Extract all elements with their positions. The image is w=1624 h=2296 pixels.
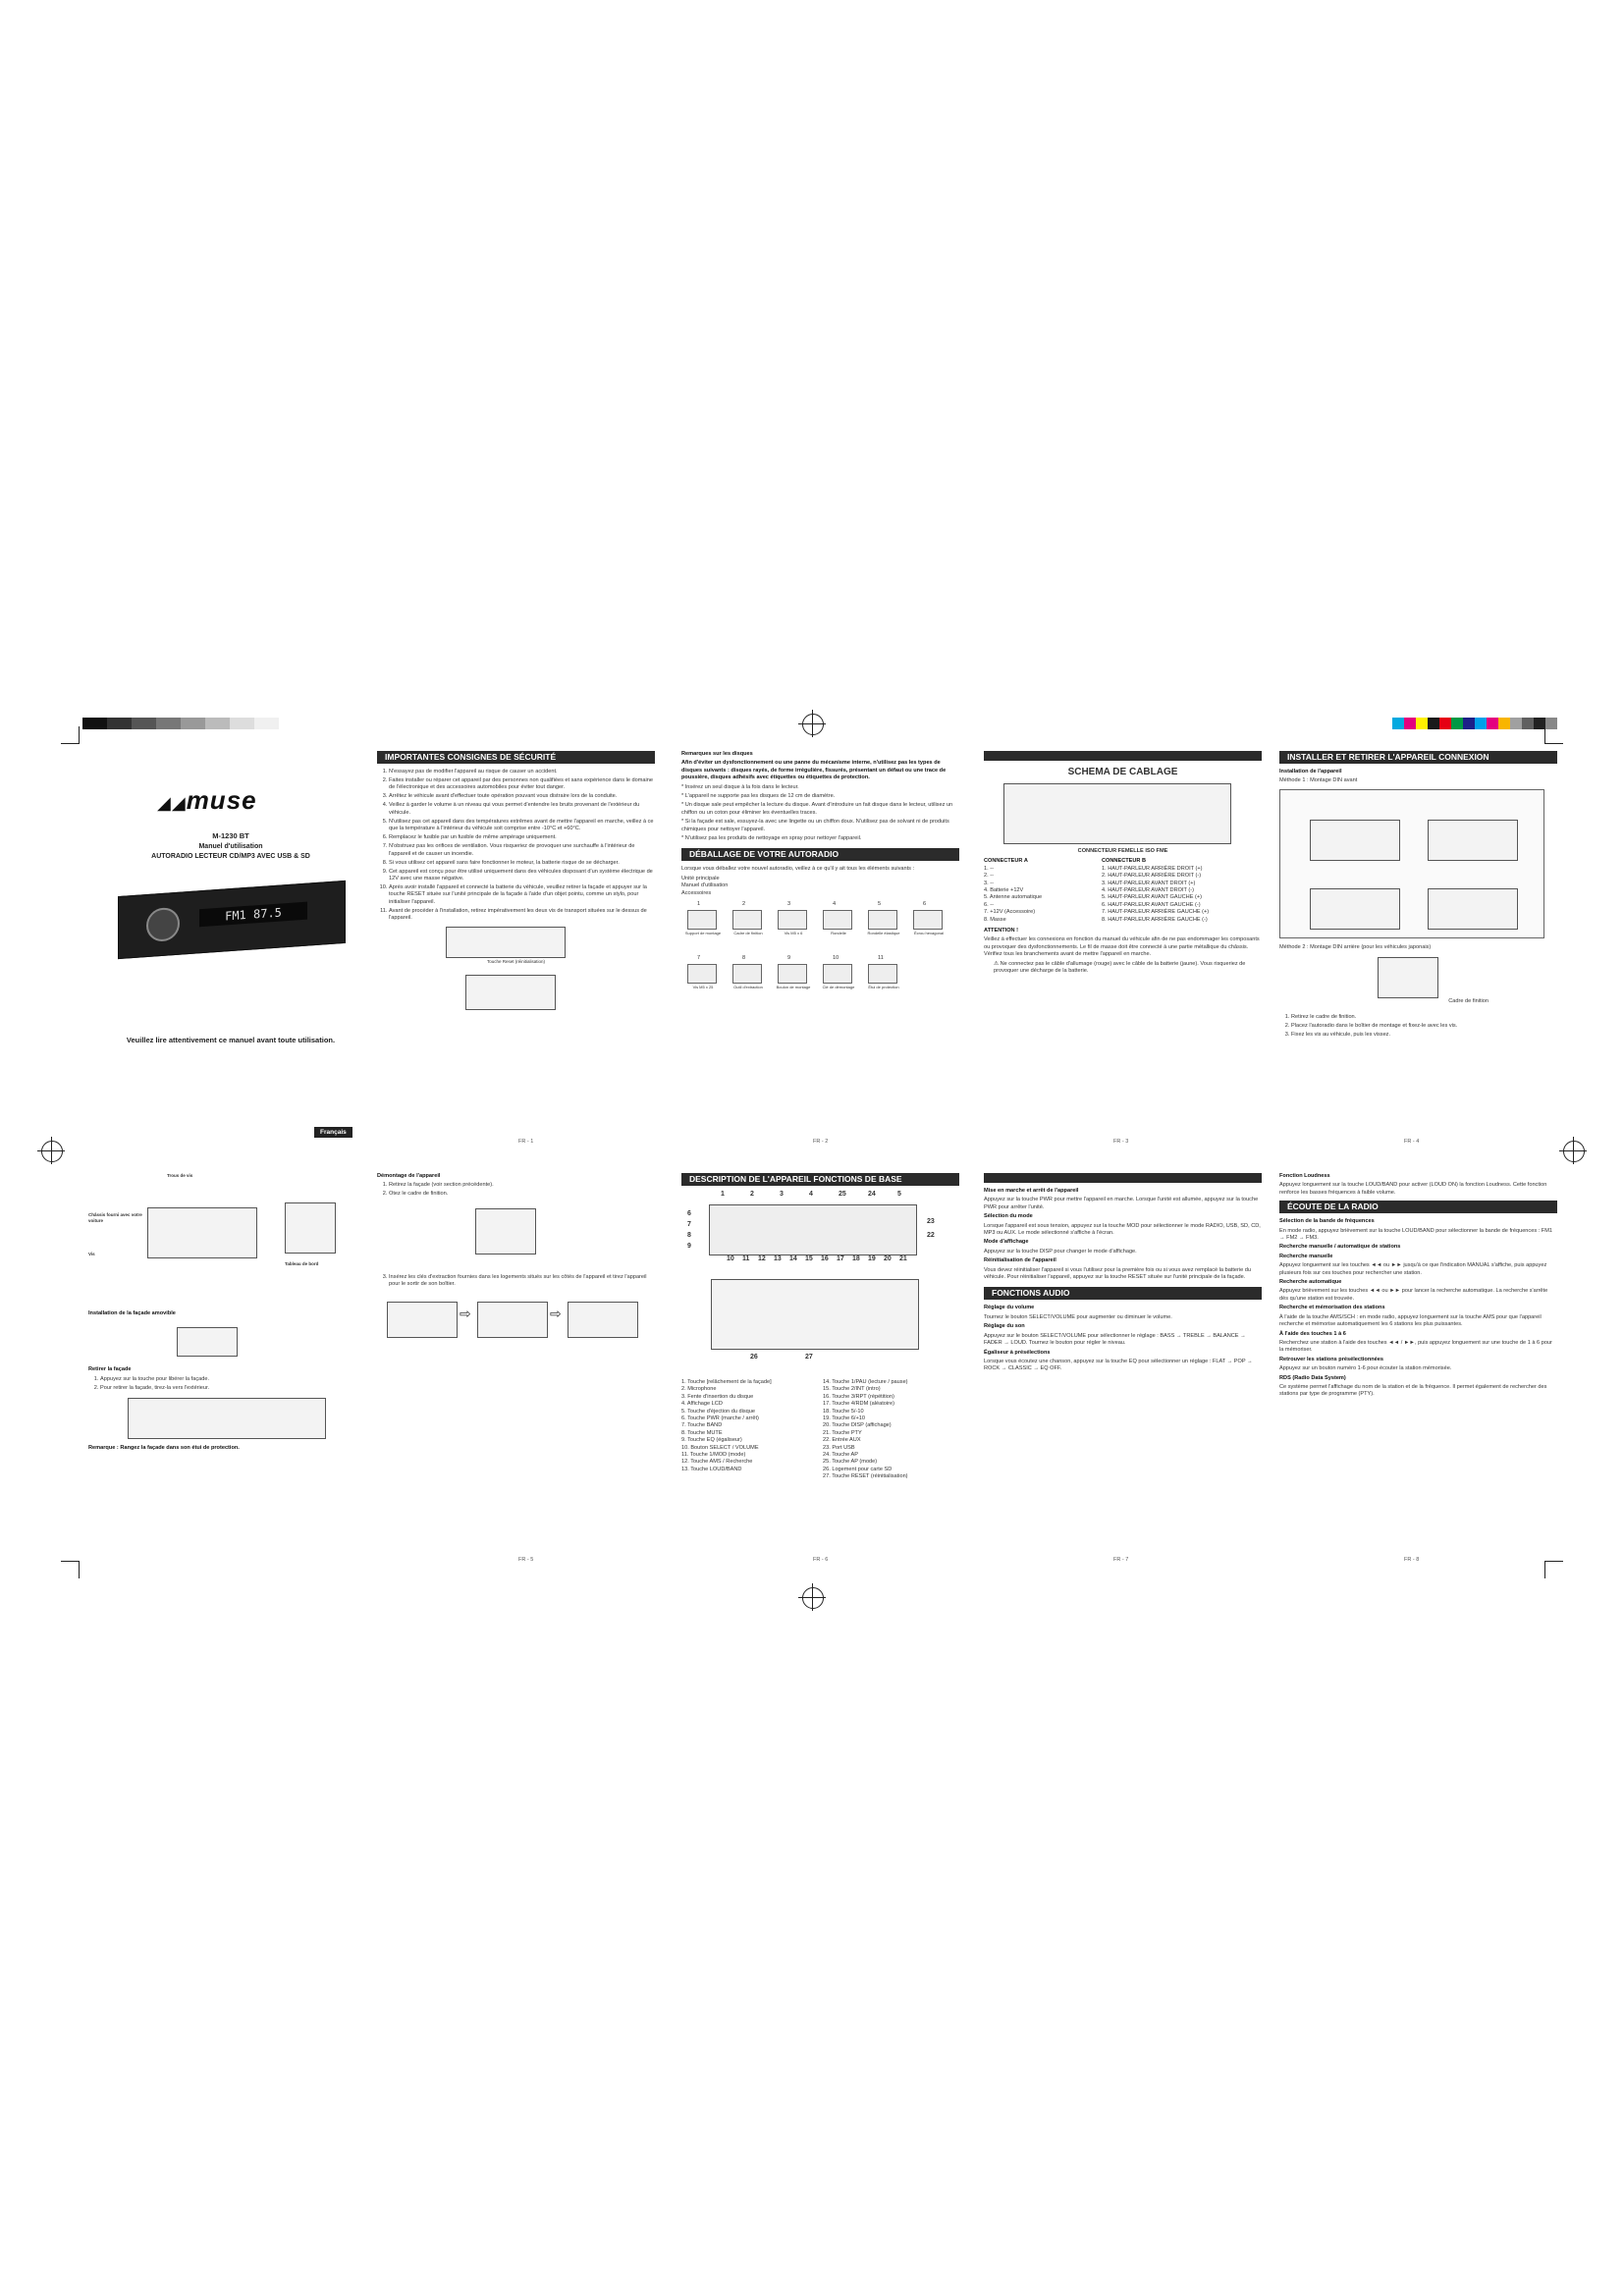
connector-a-title: CONNECTEUR A	[984, 858, 1028, 865]
part-item: 10. Bouton SELECT / VOLUME	[681, 1444, 759, 1451]
removal-panel	[88, 1173, 366, 1455]
accessory-number: 5	[878, 901, 882, 908]
safety-item: 1. N'essayez pas de modifier l'appareil au risque de causer un accident.	[389, 769, 655, 775]
recall-title: Retrouver les stations présélectionnées	[1279, 1356, 1384, 1362]
install-step-image	[1310, 888, 1400, 930]
connector-a-pin: 8. Masse	[984, 916, 1006, 923]
safety-header: IMPORTANTES CONSIGNES DE SÉCURITÉ	[377, 751, 655, 764]
color-swatch	[1392, 718, 1404, 729]
trim-frame-image	[1378, 957, 1438, 998]
diagram-label: Tableau de bord	[285, 1261, 319, 1266]
dismantle-title: Démontage de l'appareil	[377, 1173, 441, 1179]
cover-panel	[88, 751, 373, 1144]
accessory-label: Rondelle	[831, 931, 846, 936]
power-text: Appuyez sur la touche PWR pour mettre l'appareil en marche. Lorsque l'unité est allumée, appuyez sur la touche PWR pour arrêter l'unité.	[984, 1197, 1259, 1210]
color-calibration-bar	[1392, 718, 1559, 729]
color-swatch	[1510, 718, 1522, 729]
accessory-image	[778, 964, 807, 984]
accessory-number: 3	[787, 901, 791, 908]
part-item: 6. Touche PWR (marche / arrêt)	[681, 1415, 759, 1422]
color-swatch	[1451, 718, 1463, 729]
accessory-image	[687, 910, 717, 930]
reset-button-image	[446, 927, 566, 958]
callout-number: 8	[687, 1232, 691, 1239]
crop-mark	[61, 1561, 79, 1562]
unpacking-header: DÉBALLAGE DE VOTRE AUTORADIO	[681, 848, 959, 861]
description-header: DESCRIPTION DE L'APPAREIL FONCTIONS DE BASE	[681, 1173, 959, 1186]
crop-mark	[1544, 1561, 1545, 1578]
band-text: En mode radio, appuyez brièvement sur la touche LOUD/BAND pour sélectionner la bande de fréquences : FM1 → FM2 → FM3.	[1279, 1227, 1552, 1242]
color-swatch	[1534, 718, 1545, 729]
accessory-number: 2	[742, 901, 746, 908]
install-step-image	[1428, 820, 1518, 861]
callout-number: 13	[774, 1255, 782, 1262]
connector-b-pin: 5. HAUT-PARLEUR AVANT GAUCHE (+)	[1102, 894, 1203, 901]
callout-number: 27	[805, 1354, 813, 1361]
method2-label: Méthode 2 : Montage DIN arrière (pour les véhicules japonais)	[1279, 943, 1432, 950]
accessory-label: Cadre de finition	[733, 931, 763, 936]
ams-title: Recherche et mémorisation des stations	[1279, 1305, 1385, 1311]
accessory-number: 11	[878, 955, 884, 962]
part-item: 20. Touche DISP (affichage)	[823, 1422, 892, 1429]
color-swatch	[1404, 718, 1416, 729]
callout-number: 1	[721, 1191, 725, 1198]
accessory-label: Boulon de montage	[776, 985, 811, 990]
registration-mark	[37, 1137, 65, 1164]
page-number: FR - 3	[1113, 1139, 1129, 1145]
install-steps	[1279, 1014, 1557, 1039]
dismantle-step: 2. Otez le cadre de finition.	[389, 1191, 655, 1198]
callout-number: 21	[899, 1255, 907, 1262]
color-swatch	[1545, 718, 1557, 729]
accessory-label: Vis M5 x 6	[784, 931, 803, 936]
disc-note: * N'utilisez pas les produits de nettoyage en spray pour nettoyer l'appareil.	[681, 835, 862, 842]
connector-b-pin: 2. HAUT-PARLEUR ARRIÈRE DROIT (-)	[1102, 873, 1202, 880]
audio-top-bar	[984, 1173, 1262, 1183]
accessory-number: 8	[742, 955, 746, 962]
rds-text: Ce système permet l'affichage du nom de la station et de la fréquence. Il permet également de rechercher des stations par type de programme (PTY).	[1279, 1383, 1547, 1398]
install-step: 2. Placez l'autoradio dans le boîtier de montage et fixez-le avec les vis.	[1291, 1023, 1557, 1030]
accessory-image	[913, 910, 943, 930]
remove-step: 1. Appuyez sur la touche pour libérer la façade.	[100, 1376, 366, 1383]
wiring-diagram	[1003, 783, 1231, 844]
connector-tables	[984, 858, 1262, 924]
connector-a-pin: 6. --	[984, 901, 994, 908]
arrow-right-icon: ⇨	[550, 1305, 562, 1321]
disc-note: * Insérez un seul disque à la fois dans le lecteur.	[681, 783, 799, 790]
page-number: FR - 5	[518, 1557, 534, 1563]
loudness-text: Appuyez longuement sur la touche LOUD/BAND pour activer (LOUD ON) la fonction Loudness. Cette fonction renforce les basses fréquences à faible volume.	[1279, 1182, 1547, 1196]
part-item: 26. Logement pour carte SD	[823, 1466, 893, 1472]
reset-text: Vous devez réinitialiser l'appareil si vous l'utilisez pour la première fois ou si vous avez remplacé la batterie du véhicule. Pour réinitialiser l'appareil, appuyez sur la touche RESET située sur l'unité principale de la façade.	[984, 1266, 1252, 1281]
callout-number: 12	[758, 1255, 766, 1262]
crop-mark	[79, 726, 80, 744]
accessory-number: 7	[697, 955, 701, 962]
connector-b-pin: 8. HAUT-PARLEUR ARRIÈRE GAUCHE (-)	[1102, 916, 1208, 923]
facade-image	[177, 1327, 238, 1357]
unpacking-items	[681, 876, 959, 897]
brand-logo: ◢◢muse	[157, 785, 257, 815]
discs-intro: Afin d'éviter un dysfonctionnement ou une panne du mécanisme interne, n'utilisez pas les types de disques suivants : disques rayés, de forme irrégulière, fissurés, présentant un défaut ou une trace de poussière, disques adhésifs avec étiquettes ou étiquettes de protection.	[681, 760, 947, 781]
accessory-number: 4	[833, 901, 837, 908]
page-number: FR - 8	[1404, 1557, 1420, 1563]
page-number: FR - 1	[518, 1139, 534, 1145]
part-item: 14. Touche 1/PAU (lecture / pause)	[823, 1379, 908, 1385]
safety-list	[377, 769, 655, 923]
accessory-image	[823, 964, 852, 984]
warning-icon: ⚠	[994, 960, 1001, 967]
accessories-grid	[681, 901, 959, 1009]
accessory-number: 6	[923, 901, 927, 908]
crop-mark	[1545, 743, 1563, 744]
callout-number: 25	[839, 1191, 846, 1198]
volume-title: Réglage du volume	[984, 1305, 1035, 1311]
wiring-title: SCHEMA DE CABLAGE	[1067, 767, 1178, 777]
manual-search-title: Recherche manuelle	[1279, 1253, 1333, 1259]
dismantle-steps	[377, 1182, 655, 1198]
battery-warning	[984, 961, 1262, 976]
accessory-label: Rondelle élastique	[867, 931, 900, 936]
product-title: AUTORADIO LECTEUR CD/MP3 AVEC USB & SD	[151, 853, 310, 860]
registration-mark	[798, 1583, 826, 1611]
safety-item: 11. Avant de procéder à l'installation, retirez impérativement les deux vis de transport situées sur le dessus de l'appareil.	[389, 908, 655, 923]
safety-item: 4. Veillez à garder le volume à un niveau qui vous permet d'entendre les bruits provenant de l'extérieur du véhicule.	[389, 802, 655, 817]
extraction-image	[387, 1302, 458, 1338]
callout-number: 6	[687, 1210, 691, 1217]
disc-note: * Si la façade est sale, essuyez-la avec une lingette ou un chiffon doux. N'utilisez pas de solvant ni de produits chimiques pour nettoyer l'appareil.	[681, 819, 949, 832]
callout-number: 11	[742, 1255, 750, 1262]
part-item: 23. Port USB	[823, 1444, 855, 1451]
radio-knob	[146, 907, 180, 942]
install-diagram	[1279, 789, 1544, 938]
ams-text: À l'aide de la touche AMS/SCH : en mode radio, appuyez longuement sur la touche AMS pour que l'appareil recherche et mémorise automatiquement les 6 stations les plus puissantes.	[1279, 1313, 1542, 1328]
part-item: 12. Touche AMS / Recherche	[681, 1459, 753, 1466]
mode-text: Lorsque l'appareil est sous tension, appuyez sur la touche MOD pour sélectionner le mode RADIO, USB, SD, CD, MP3 ou AUX. Le mode sélectionné s'affiche à l'écran.	[984, 1222, 1261, 1237]
part-item: 7. Touche BAND	[681, 1422, 723, 1429]
part-item: 3. Fente d'insertion du disque	[681, 1393, 754, 1400]
safety-item: 8. Si vous utilisez cet appareil sans faire fonctionner le moteur, la batterie risque de se décharger.	[389, 860, 655, 867]
install-panel	[1279, 751, 1557, 1041]
connector-b-title: CONNECTEUR B	[1102, 858, 1147, 865]
safety-item: 3. Arrêtez le véhicule avant d'effectuer toute opération pouvant vous distraire lors de la conduite.	[389, 793, 655, 800]
callout-number: 19	[868, 1255, 876, 1262]
part-item: 9. Touche EQ (égaliseur)	[681, 1437, 742, 1444]
preset-title: À l'aide des touches 1 à 6	[1279, 1330, 1346, 1337]
accessory-image	[778, 910, 807, 930]
part-item: 13. Touche LOUD/BAND	[681, 1466, 742, 1472]
display-title: Mode d'affichage	[984, 1239, 1029, 1246]
unpack-item: Unité principale	[681, 875, 720, 881]
gray-swatch	[107, 718, 132, 729]
connector-a	[984, 858, 1092, 924]
car-radio-image	[118, 881, 346, 959]
preset-text: Recherchez une station à l'aide des touches ◄◄ / ►►, puis appuyez longuement sur une touche de 1 à 6 pour la mémoriser.	[1279, 1339, 1552, 1354]
read-notice: Veuillez lire attentivement ce manuel avant toute utilisation.	[126, 1036, 336, 1044]
callout-number: 24	[868, 1191, 876, 1198]
callout-number: 3	[780, 1191, 784, 1198]
accessory-label: Clé de démontage	[822, 985, 855, 990]
dismantle-panel	[377, 1173, 655, 1346]
accessory-number: 10	[833, 955, 839, 962]
extraction-image	[477, 1302, 548, 1338]
extraction-sequence	[377, 1297, 655, 1346]
color-swatch	[1498, 718, 1510, 729]
manual-title: Manuel d'utilisation	[198, 843, 263, 850]
connector-a-pin: 5. Antenne automatique	[984, 894, 1043, 901]
arrow-right-icon: ⇨	[460, 1305, 471, 1321]
part-item: 8. Touche MUTE	[681, 1429, 723, 1436]
install-step: 3. Fixez les vis au véhicule, puis les vissez.	[1291, 1032, 1557, 1039]
color-swatch	[1439, 718, 1451, 729]
part-item: 4. Affichage LCD	[681, 1401, 723, 1408]
disc-note: * Un disque sale peut empêcher la lecture du disque. Avant d'introduire un fait disque dans le lecteur, utilisez un chiffon ou un coton pour éliminer les éventuelles traces.	[681, 802, 953, 816]
accessory-image	[868, 910, 897, 930]
facade-install-title: Installation de la façade amovible	[88, 1310, 176, 1316]
page-number: FR - 4	[1404, 1139, 1420, 1145]
discs-title: Remarques sur les disques	[681, 751, 753, 757]
color-swatch	[1463, 718, 1475, 729]
dismantle-steps-cont	[377, 1274, 655, 1289]
registration-mark	[798, 710, 826, 737]
connector-b-pin: 4. HAUT-PARLEUR AVANT DROIT (-)	[1102, 887, 1194, 894]
callout-number: 22	[927, 1232, 935, 1239]
gray-swatch	[156, 718, 181, 729]
safety-item: 9. Cet appareil est conçu pour être utilisé uniquement dans des véhicules disposant d'un système électrique de 12V avec une masse négative.	[389, 869, 655, 883]
remove-facade-title: Retirer la façade	[88, 1366, 132, 1373]
connector-b-pin: 3. HAUT-PARLEUR AVANT DROIT (+)	[1102, 880, 1196, 886]
part-item: 27. Touche RESET (réinitialisation)	[823, 1473, 908, 1480]
dashboard-image	[285, 1202, 336, 1254]
accessory-image	[732, 910, 762, 930]
recall-text: Appuyez sur un bouton numéro 1-6 pour écouter la station mémorisée.	[1279, 1365, 1452, 1372]
loudness-title: Fonction Loudness	[1279, 1173, 1330, 1179]
part-item: 25. Touche AP (mode)	[823, 1459, 878, 1466]
connector-a-pin: 3. --	[984, 880, 994, 886]
accessory-label: Écrou hexagonal	[913, 931, 945, 936]
search-title: Recherche manuelle / automatique de stations	[1279, 1244, 1401, 1251]
display-text: Appuyez sur la touche DISP pour changer le mode d'affichage.	[984, 1248, 1137, 1255]
back-panel-image	[711, 1279, 919, 1350]
manual-search-text: Appuyez longuement sur les touches ◄◄ ou ►► jusqu'à ce que l'indication MANUAL s'affiche, puis appuyez plusieurs fois sur ces touches pour rechercher une station.	[1279, 1262, 1547, 1276]
wiring-top-bar	[984, 751, 1262, 761]
auto-search-title: Recherche automatique	[1279, 1279, 1342, 1286]
registration-mark	[1559, 1137, 1587, 1164]
install-step: 1. Retirez le cadre de finition.	[1291, 1014, 1557, 1021]
extraction-image	[568, 1302, 638, 1338]
crop-mark	[61, 743, 79, 744]
page-number: FR - 6	[813, 1557, 829, 1563]
callout-number: 18	[852, 1255, 860, 1262]
color-swatch	[1475, 718, 1487, 729]
accessory-image	[823, 910, 852, 930]
unpack-item: Accessoires	[681, 889, 712, 896]
gray-swatch	[181, 718, 205, 729]
unpack-item: Manuel d'utilisation	[681, 882, 729, 889]
frame-label: Cadre de finition	[1448, 998, 1489, 1005]
accessory-label: Vis M5 x 25	[692, 985, 714, 990]
back-panel-diagram	[681, 1273, 959, 1371]
callout-number: 5	[897, 1191, 901, 1198]
part-item: 17. Touche 4/RDM (aléatoire)	[823, 1401, 894, 1408]
dismantle-step: 1. Retirez la façade (voir section précédente).	[389, 1182, 655, 1189]
method1-label: Méthode 1 : Montage DIN avant	[1279, 777, 1358, 784]
disc-notes	[681, 784, 959, 843]
disc-note: * L'appareil ne supporte pas les disques de 12 cm de diamètre.	[681, 793, 836, 800]
callout-number: 10	[727, 1255, 734, 1262]
connector-b	[1102, 858, 1259, 924]
callout-number: 17	[837, 1255, 844, 1262]
callout-number: 4	[809, 1191, 813, 1198]
color-swatch	[1522, 718, 1534, 729]
reset-title: Réinitialisation de l'appareil	[984, 1257, 1056, 1264]
power-title: Mise en marche et arrêt de l'appareil	[984, 1188, 1079, 1194]
accessory-label: Support de montage	[684, 931, 722, 936]
volume-text: Tournez le bouton SELECT/VOLUME pour augmenter ou diminuer le volume.	[984, 1313, 1172, 1320]
install-header: INSTALLER ET RETIRER L'APPAREIL CONNEXION	[1279, 751, 1557, 764]
accessory-number: 9	[787, 955, 791, 962]
attention-text: Veillez à effectuer les connexions en fonction du manuel du véhicule afin de ne pas endommager les composants ou provoquer des dysfonctionnements. Le fil de masse doit être connecté à une partie métallique du châssis. Vérifiez tous les branchements avant de mettre l'appareil en marche.	[984, 936, 1260, 958]
callout-number: 16	[821, 1255, 829, 1262]
chassis-image	[147, 1207, 257, 1258]
discs-panel	[681, 751, 959, 1009]
reset-caption: Touche Reset (réinitialisation)	[486, 958, 546, 964]
crop-mark	[79, 1561, 80, 1578]
description-panel	[681, 1173, 959, 1481]
color-swatch	[1416, 718, 1428, 729]
connector-a-pin: 7. +12V (Accessoire)	[984, 909, 1036, 916]
warning-text: Ne connectez pas le câble d'allumage (rouge) avec le câble de la batterie (jaune). Vous risqueriez de provoquer une décharge de la batterie.	[994, 960, 1246, 975]
safety-item: 2. Faites installer ou réparer cet appareil par des personnes non qualifiées et sans expérience dans le domaine de l'électronique et des accessoires automobiles pour éviter tout danger.	[389, 777, 655, 792]
unpacking-intro: Lorsque vous déballez votre nouvel autoradio, veillez à ce qu'il y ait tous les éléments suivants :	[681, 866, 915, 873]
front-panel-image	[709, 1204, 917, 1255]
attention-title: ATTENTION !	[984, 928, 1019, 934]
diagram-label: Châssis fourni avec votre voiture	[88, 1212, 142, 1223]
gray-calibration-bar	[82, 718, 279, 729]
crop-mark	[1545, 1561, 1563, 1562]
part-item: 21. Touche PTY	[823, 1429, 862, 1436]
callout-number: 23	[927, 1218, 935, 1225]
callout-number: 15	[805, 1255, 813, 1262]
safety-item: 6. Remplacez le fusible par un fusible de même ampérage uniquement.	[389, 834, 655, 841]
part-item: 5. Touche d'éjection du disque	[681, 1408, 755, 1415]
safety-item: 5. N'utilisez pas cet appareil dans des températures extrêmes avant de mettre l'appareil en marche, veillez à ce que la température à l'intérieur du véhicule soit comprise entre -10°C et +60°C.	[389, 819, 655, 833]
part-item: 22. Entrée AUX	[823, 1437, 861, 1444]
remove-facade-steps	[88, 1376, 366, 1392]
gray-swatch	[82, 718, 107, 729]
part-item: 11. Touche 1/MOD (mode)	[681, 1452, 746, 1459]
callout-number: 20	[884, 1255, 892, 1262]
mode-title: Sélection du mode	[984, 1213, 1033, 1220]
audio-header: FONCTIONS AUDIO	[984, 1287, 1262, 1300]
install-subtitle: Installation de l'appareil	[1279, 769, 1342, 774]
callout-number: 14	[789, 1255, 797, 1262]
audio-panel	[984, 1173, 1262, 1375]
dismantle-step: 3. Insérez les clés d'extraction fournies dans les logements situés sur les côtés de l'appareil et tirez l'appareil pour le sortir de son boîtier.	[389, 1274, 655, 1289]
accessory-label: Étui de protection	[868, 985, 899, 990]
accessory-image	[687, 964, 717, 984]
accessory-label: Outil d'extraction	[733, 985, 763, 990]
diagram-label: Vis	[88, 1252, 95, 1256]
install-step-image	[1310, 820, 1400, 861]
install-step-image	[1428, 888, 1518, 930]
band-title: Sélection de la bande de fréquences	[1279, 1218, 1375, 1225]
wiring-panel	[984, 751, 1262, 978]
gray-swatch	[254, 718, 279, 729]
parts-list	[681, 1379, 959, 1481]
color-swatch	[1487, 718, 1498, 729]
diagram-label: Trous de vis	[167, 1173, 193, 1178]
gray-swatch	[132, 718, 156, 729]
radio-header: ÉCOUTE DE LA RADIO	[1279, 1201, 1557, 1213]
accessory-image	[732, 964, 762, 984]
accessory-image	[868, 964, 897, 984]
eq-title: Égaliseur à présélections	[984, 1349, 1051, 1356]
model-number: M-1230 BT	[212, 831, 249, 840]
connector-a-pin: 2. --	[984, 873, 994, 880]
part-item: 19. Touche 6/+10	[823, 1415, 865, 1422]
part-item: 18. Touche 5/-10	[823, 1408, 864, 1415]
part-item: 24. Touche AP	[823, 1452, 858, 1459]
connector-b-pin: 6. HAUT-PARLEUR AVANT GAUCHE (-)	[1102, 901, 1201, 908]
auto-search-text: Appuyez brièvement sur les touches ◄◄ ou ►► pour lancer la recherche automatique. La recherche s'arrête dès qu'une station est trouvée.	[1279, 1288, 1548, 1302]
trim-removal-image	[475, 1208, 536, 1255]
part-item: 15. Touche 2/INT (intro)	[823, 1386, 881, 1393]
callout-number: 7	[687, 1221, 691, 1228]
accessory-number: 1	[697, 901, 701, 908]
callout-number: 26	[750, 1354, 758, 1361]
safety-item: 7. N'obstruez pas les orifices de ventilation. Vous risqueriez de provoquer une surchauffe à l'intérieur de l'appareil et de causer un incendie.	[389, 843, 655, 858]
connector-a-pin: 4. Batterie +12V	[984, 887, 1024, 894]
front-panel-diagram	[681, 1191, 959, 1269]
page-number: FR - 7	[1113, 1557, 1129, 1563]
remove-step: 2. Pour retirer la façade, tirez-la vers l'extérieur.	[100, 1385, 366, 1392]
callout-number: 2	[750, 1191, 754, 1198]
sound-text: Appuyez sur le bouton SELECT/VOLUME pour sélectionner le réglage : BASS → TREBLE → BALANCE → FADER → LOUD. Tournez le bouton pour régler le niveau.	[984, 1332, 1246, 1347]
connector-a-pin: 1. --	[984, 865, 994, 872]
radio-display: FM1 87.5	[199, 902, 307, 928]
color-swatch	[1428, 718, 1439, 729]
removal-note: Remarque : Rangez la façade dans son étui de protection.	[88, 1445, 240, 1452]
rds-title: RDS (Radio Data System)	[1279, 1374, 1346, 1381]
gray-swatch	[230, 718, 254, 729]
connector-b-pin: 1. HAUT-PARLEUR ARRIÈRE DROIT (+)	[1102, 865, 1203, 872]
sound-title: Réglage du son	[984, 1323, 1025, 1330]
transport-screws-image	[465, 975, 556, 1010]
part-item: 2. Microphone	[681, 1386, 717, 1393]
callout-number: 9	[687, 1243, 691, 1250]
part-item: 1. Touche [relâchement de la façade]	[681, 1379, 772, 1385]
safety-item: 10. Après avoir installé l'appareil et connecté la batterie du véhicule, veuillez retirer la façade et appuyer sur la touche RESET située sur l'unité principale de la façade à l'aide d'un objet pointu, comme un stylo, pour initialiser l'appareil.	[389, 884, 655, 906]
gray-swatch	[205, 718, 230, 729]
part-item: 16. Touche 3/RPT (répétition)	[823, 1393, 894, 1400]
safety-panel	[377, 751, 655, 1010]
eq-text: Lorsque vous écoutez une chanson, appuyez sur la touche EQ pour sélectionner un réglage : FLAT → POP → ROCK → CLASSIC → EQ OFF.	[984, 1358, 1253, 1372]
chassis-diagram	[88, 1173, 353, 1271]
language-badge: Français	[314, 1127, 352, 1138]
connector-label: CONNECTEUR FEMELLE ISO FME	[1077, 848, 1168, 854]
radio-panel	[1279, 1173, 1557, 1401]
facade-removal-image	[128, 1398, 326, 1439]
page-number: FR - 2	[813, 1139, 829, 1145]
connector-b-pin: 7. HAUT-PARLEUR ARRIÈRE GAUCHE (+)	[1102, 909, 1210, 916]
